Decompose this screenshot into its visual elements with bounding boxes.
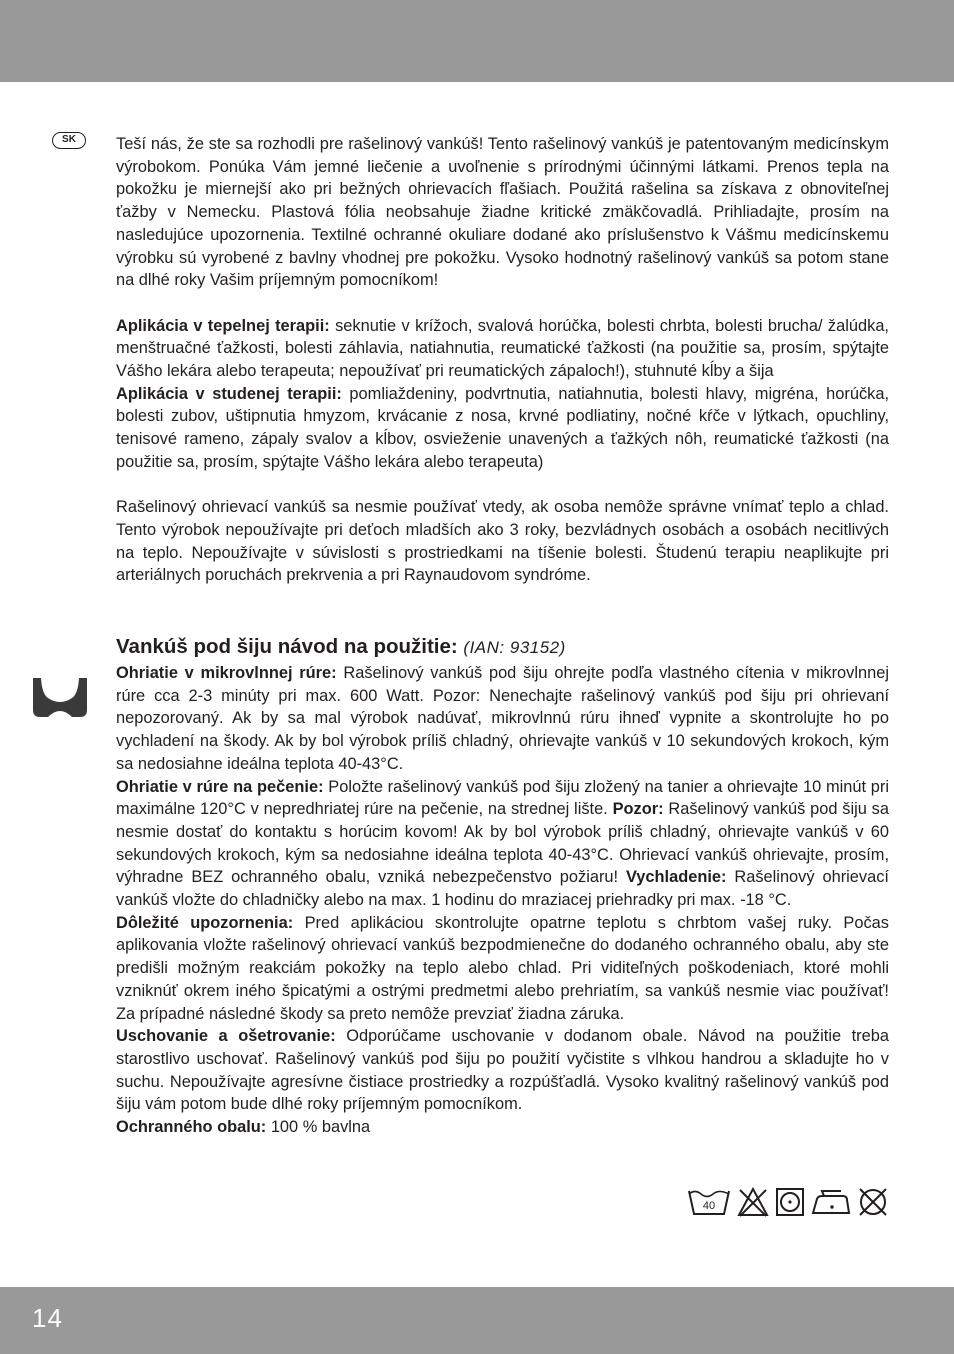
oven-text: Položte rašelinový vankúš pod šiju zložený na tanier a ohrievajte 10 minút pri maximálne 120°C v nepredhriatej rúre na pečenie, na strednej lište. — [116, 777, 889, 819]
microwave-label: Ohriatie v mikrovlnnej rúre: — [116, 664, 337, 683]
heat-therapy-paragraph — [116, 315, 889, 383]
heat-therapy-label: Aplikácia v tepelnej terapii: — [116, 316, 330, 335]
wash-40-icon — [687, 1187, 731, 1217]
instructions-heading — [116, 633, 889, 662]
iron-low-icon — [811, 1187, 851, 1217]
storage-label: Uschovanie a ošetrovanie: — [116, 1027, 336, 1046]
neck-pillow-icon — [32, 676, 88, 720]
oven-label: Ohriatie v rúre na pečenie: — [116, 777, 324, 796]
caution-label: Pozor: — [612, 800, 664, 819]
bottom-bar — [0, 1287, 954, 1354]
tumble-dry-icon — [775, 1187, 805, 1217]
care-symbols — [687, 1186, 890, 1218]
storage-text: Odporúčame uschovanie v dodanom obale. Návod na použitie treba starostlivo uschovať. Rašelinový vankúš pod šiju po použití vyčistite s vlhkou handrou a skladujte ho v suchu. Nepoužívajte agresívne čistiace prostriedky a rozpúšťadlá. Vysoko kvalitný rašelinový vankúš pod šiju vám potom bude dlhé roky príjemným pomocníkom. — [116, 1027, 889, 1114]
cooling-text: Rašelinový ohrievací vankúš vložte do chladničky alebo na max. 1 hodinu do mraziacej priehradky pri max. -18 °C. — [116, 868, 889, 910]
cover-material-line — [116, 1116, 889, 1139]
cold-therapy-text: pomliaždeniny, podvrtnutia, natiahnutia, bolesti hlavy, migréna, horúčka, bolesti zubov, uštipnutia hmyzom, krvácanie z nosa, krvné podliatiny, nočné kŕče v lýtkach, opuchliny, tenisové rameno, zápaly svalov a kĺbov, osvieženie unavených a ťažkých nôh, reumatické ťažkosti (na použitie sa, prosím, spýtajte Vášho lekára alebo terapeuta) — [116, 384, 890, 471]
top-bar — [0, 0, 954, 82]
important-text: Pred aplikáciou skontrolujte opatrne teplotu s chrbtom vašej ruky. Počas aplikovania vložte rašelinový ohrievací vankúš bezpodmienečne do dodaného ochranného obalu, aby ste predišli možným reakciám pokožky na teplo alebo chlad. Pri viditeľných poškodeniach, ktoré mohli vzniknúť okrem iného špicatými a ostrými predmetmi alebo prehriatím, sa vankúš nesmie viac používať! Za prípadné následné škody sa preto nemôže prevziať žiadna záruka. — [116, 913, 889, 1023]
warning-paragraph: Rašelinový ohrievací vankúš sa nesmie používať vtedy, ak osoba nemôže správne vnímať teplo a chlad. Tento výrobok nepoužívajte pri deťoch mladších ako 3 roky, bezvládnych osobách a osobách necitlivých na teplo. Nepoužívajte v súvislosti s prostriedkami na tíšenie bolesti. Študenú terapiu neaplikujte pri arteriálnych poruchách prekrvenia a pri Raynaudovom syndróme. — [116, 498, 889, 585]
microwave-paragraph — [116, 662, 889, 776]
no-dry-clean-icon — [857, 1187, 889, 1217]
microwave-text: Rašelinový vankúš pod šiju ohrejte podľa vlastného cítenia v mikrovlnnej rúre cca 2-3 minúty pri max. 600 Watt. Pozor: Nenechajte rašelinový vankúš pod šiju pri ohrievaní nepozorovaný. Ak by sa mal výrobok nadúvať, mikrovlnnú rúru ihneď vypnite a skontrolujte ho po vychladení na škody. Ak by bol výrobok príliš chladný, ohrievajte vankúš v 10 sekundových krokoch, kým sa nedosiahne ideálna teplota 40-43°C. — [116, 664, 889, 773]
document-body — [116, 133, 889, 1139]
heat-therapy-text: seknutie v krížoch, svalová horúčka, bolesti chrbta, bolesti brucha/ žalúdka, menštruačné ťažkosti, bolesti záhlavia, natiahnutia, reumatické ťažkosti (na použitie sa, prosím, spýtajte Vášho lekára alebo terapeuta; nepoužívať pri reumatických zápaloch!), stuhnuté kĺby a šija — [116, 316, 889, 381]
oven-paragraph — [116, 776, 889, 912]
no-bleach-icon — [737, 1187, 769, 1217]
important-paragraph — [116, 912, 889, 1026]
cooling-label: Vychladenie: — [625, 868, 727, 887]
wash-temperature: 40 — [702, 1200, 716, 1212]
intro-paragraph: Teší nás, že ste sa rozhodli pre rašelinový vankúš! Tento rašelinový vankúš je patentovaným medicínskym výrobokom. Ponúka Vám jemné liečenie a uvoľnenie s prírodnými účinnými látkami. Prenos tepla na pokožku je miernejší ako pri bežných ohrievacích fľašiach. Použitá rašelina sa získava z obnoviteľnej ťažby v Nemecku. Plastová fólia neobsahuje žiadne kritické zmäkčovadlá. Prihliadajte, prosím na nasledujúce upozornenia. Textilné ochranné okuliare dodané ako príslušenstvo k Vášmu medicínskemu výrobku sú vyrobené z bavlny vhodnej pre pokožku. Vysoko hodnotný rašelinový vankúš sa potom stane na dlhé roky Vašim príjemným pomocníkom! — [116, 135, 889, 290]
ian-number: (IAN: 93152) — [463, 638, 566, 658]
storage-paragraph — [116, 1025, 889, 1116]
cover-label: Ochranného obalu: — [116, 1118, 267, 1137]
cold-therapy-paragraph — [116, 383, 889, 474]
cold-therapy-label: Aplikácia v studenej terapii: — [116, 384, 342, 403]
cover-value: 100 % bavlna — [266, 1118, 371, 1137]
language-badge: SK — [52, 132, 86, 149]
instructions-title: Vankúš pod šiju návod na použitie: — [116, 635, 458, 659]
important-label: Dôležité upozornenia: — [116, 913, 294, 932]
page-number: 14 — [32, 1303, 63, 1333]
caution-text: Rašelinový vankúš pod šiju sa nesmie dostať do kontaktu s horúcim kovom! Ak by bol výrobok príliš chladný, ohrievajte vankúš v 60 sekundových krokoch, kým sa nedosiahne ideálna teplota 40-43°C. Ohrievací vankúš ohrievajte, prosím, výhradne BEZ ochranného obalu, vzniká nebezpečenstvo požiaru! — [116, 800, 889, 887]
